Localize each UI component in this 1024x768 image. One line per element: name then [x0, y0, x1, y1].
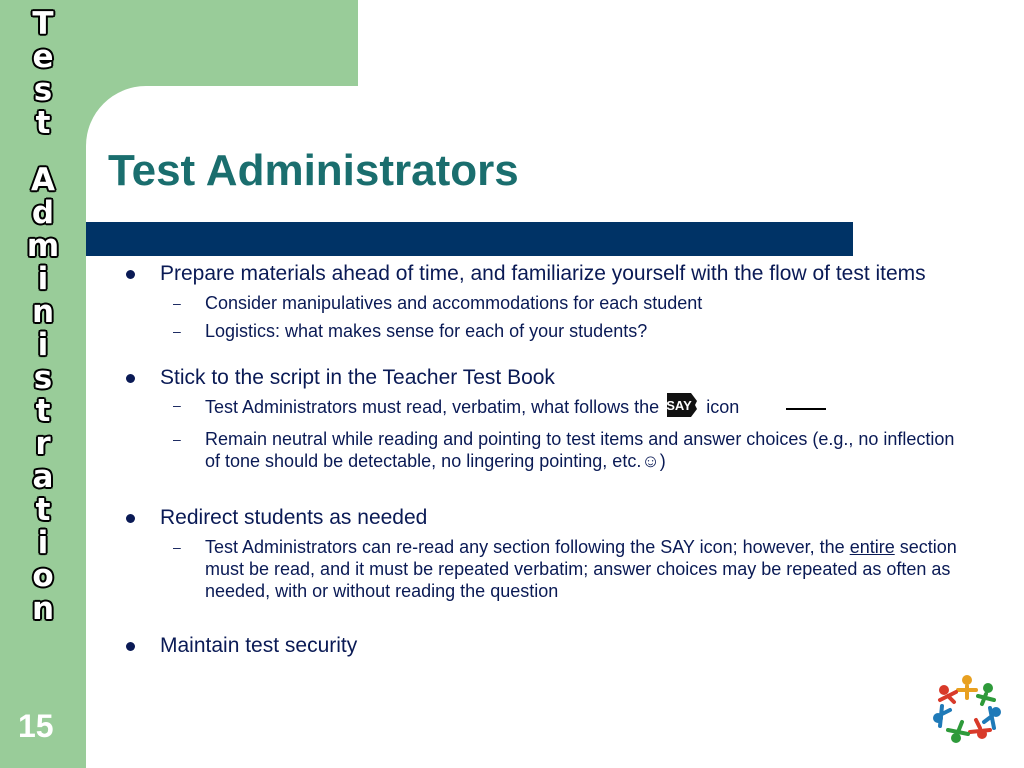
vertical-title-gap: [0, 140, 86, 164]
title-underline-bar: [86, 222, 853, 256]
vertical-title-letter: o: [32, 558, 54, 594]
vertical-title-letter: i: [37, 525, 49, 561]
bullet-text: Maintain test security: [160, 634, 358, 657]
sub-bullet-item: [120, 428, 960, 472]
sub-bullet-text: Test Administrators can re-read any section following the SAY icon; however, the: [205, 537, 845, 557]
vertical-title-letter: A: [31, 162, 55, 198]
vertical-title-letter: d: [31, 195, 55, 231]
bullet-item: [120, 366, 960, 390]
dash-icon: –: [173, 397, 181, 413]
vertical-title-letter: t: [35, 492, 51, 528]
bullet-text: Redirect students as needed: [160, 506, 428, 529]
bullet-dot-icon: [126, 374, 135, 383]
sub-bullet-text: Consider manipulatives and accommodations for each student: [205, 293, 703, 313]
sub-bullet-item: [120, 394, 960, 422]
vertical-title-letter: t: [35, 105, 51, 141]
vertical-title-letter: n: [31, 591, 55, 627]
vertical-title-letter: s: [33, 72, 53, 108]
vertical-title: [0, 8, 86, 626]
vertical-title-letter: T: [32, 6, 54, 42]
bullet-text: Stick to the script in the Teacher Test Book: [160, 366, 555, 389]
sub-bullet-item: [120, 536, 960, 602]
vertical-title-letter: r: [35, 426, 51, 462]
children-circle-logo-icon: [930, 672, 1004, 748]
vertical-title-letter: i: [37, 327, 49, 363]
dash-icon: –: [173, 539, 181, 555]
dash-icon: –: [173, 295, 181, 311]
slide-content: [120, 262, 960, 658]
say-icon: [665, 391, 699, 419]
vertical-title-letter: a: [32, 459, 54, 495]
say-icon-label: SAY: [666, 398, 692, 413]
sub-bullet-text: Logistics: what makes sense for each of your students?: [205, 321, 648, 341]
sub-bullet-item: [120, 292, 960, 314]
dash-icon: –: [173, 323, 181, 339]
dash-icon: –: [173, 431, 181, 447]
sub-bullet-text: Remain neutral while reading and pointing to test items and answer choices (e.g., no inflection of tone should be detectable, no lingering pointing, etc.☺): [205, 429, 955, 471]
sub-bullet-text: Test Administrators must read, verbatim, what follows the: [205, 396, 660, 417]
frame-corner: [86, 86, 146, 146]
sub-bullet-text: icon: [706, 396, 740, 417]
vertical-title-letter: m: [26, 228, 60, 264]
vertical-title-letter: i: [37, 261, 49, 297]
slide-title: Test Administrators: [108, 146, 519, 195]
bullet-dot-icon: [126, 642, 135, 651]
sub-bullet-item: [120, 320, 960, 342]
sub-bullet-underlined: entire: [849, 537, 895, 557]
bullet-dot-icon: [126, 270, 135, 279]
bullet-item: [120, 506, 960, 530]
bullet-item: [120, 262, 960, 286]
vertical-title-letter: e: [32, 39, 54, 75]
slide-number: 15: [18, 708, 54, 744]
bullet-dot-icon: [126, 514, 135, 523]
vertical-title-letter: s: [33, 360, 53, 396]
bullet-item: [120, 634, 960, 658]
vertical-title-letter: n: [31, 294, 55, 330]
sub-bullet-text: section must be read, and it must be repeated verbatim; answer choices may be repeated as often as needed, with or without reading the question: [205, 537, 957, 601]
bullet-text: Prepare materials ahead of time, and familiarize yourself with the flow of test items: [160, 262, 926, 285]
vertical-title-letter: t: [35, 393, 51, 429]
